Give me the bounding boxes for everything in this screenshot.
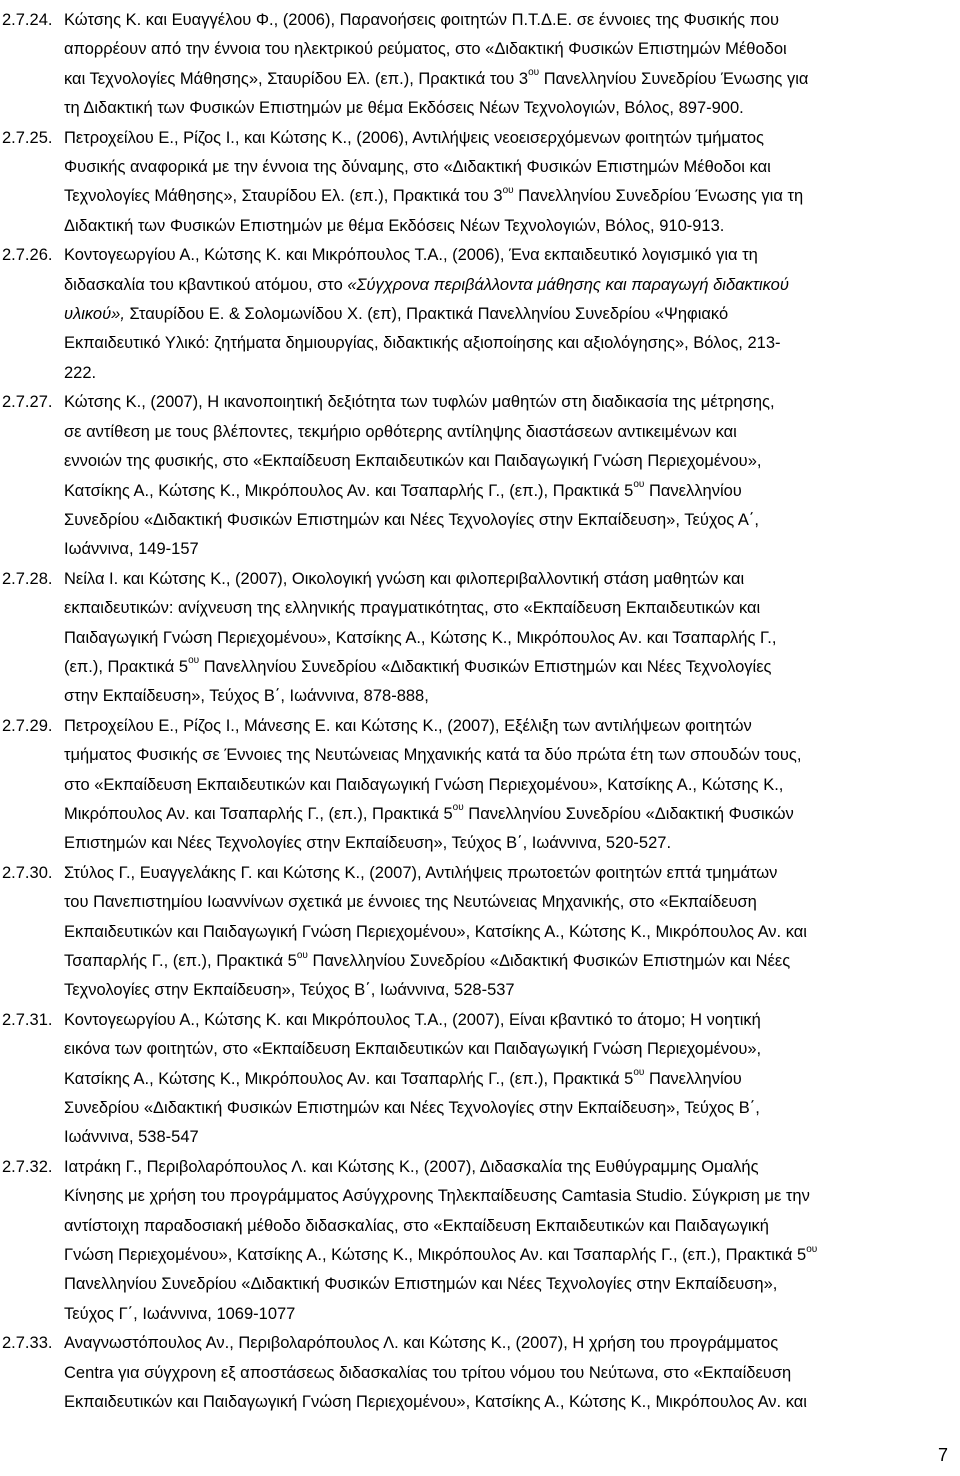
reference-entry [2,124,952,242]
reference-number: 2.7.30. [2,863,53,882]
reference-entry [2,1329,952,1417]
reference-line: Τεύχος Γ΄, Ιωάννινα, 1069-1077 [64,1304,296,1323]
reference-number: 2.7.29. [2,716,53,735]
reference-entry [2,388,952,564]
reference-line: σε αντίθεση με τους βλέποντες, τεκμήριο ορθότερης αντίληψης διαστάσεων αντικειμένων και [64,422,737,441]
reference-line: Μικρόπουλος Αν. και Τσαπαρλής Γ., (επ.), Πρακτικά $5^{o\upsilon}$ Πανελληνίου Συνεδρίου «Διδακτική Φυσικών [64,802,794,823]
reference-line: Κίνησης με χρήση του προγράμματος Ασύγχρονης Τηλεκπαίδευσης Camtasia Studio. Σύγκριση με την [64,1187,810,1206]
reference-number: 2.7.24. [2,11,53,29]
reference-line: Γνώση Περιεχομένου», Κατσίκης Α., Κώτσης Κ., Μικρόπουλος Αν. και Τσαπαρλής Γ., (επ.), Πρακτικά $5^{o\upsilon}$ [64,1243,818,1265]
reference-line: στην Εκπαίδευση», Τεύχος Β΄, Ιωάννινα, 878-888, [64,687,429,706]
reference-entry [2,1006,952,1153]
reference-line: Κοντογεωργίου Α., Κώτσης Κ. και Μικρόπουλος Τ.Α., (2006), Ένα εκπαιδευτικό λογισμικό για τη [64,246,758,265]
reference-list [2,6,952,1418]
reference-number: 2.7.32. [2,1157,53,1176]
reference-line: εννοιών της φυσικής, στο «Εκπαίδευση Εκπαιδευτικών και Παιδαγωγική Γνώση Περιεχομένου», [64,452,762,471]
reference-line: εκπαιδευτικών: ανίχνευση της ελληνικής πραγματικότητας, στο «Εκπαίδευση Εκπαιδευτικών και [64,599,761,618]
reference-line: Τεχνολογίες στην Εκπαίδευση», Τεύχος Β΄, Ιωάννινα, 528-537 [64,981,515,1000]
reference-line: Επιστημών και Νέες Τεχνολογίες στην Εκπαίδευση», Τεύχος Β΄, Ιωάννινα, 520-527. [64,834,672,853]
reference-line: Εκπαιδευτικό Υλικό: ζητήματα δημιουργίας, διδακτικής αξιοποίησης και αξιολόγησης», Βόλος, 213- [64,334,781,353]
reference-line: εικόνα των φοιτητών, στο «Εκπαίδευση Εκπαιδευτικών και Παιδαγωγική Γνώση Περιεχομένου», [64,1040,762,1059]
reference-entry [2,859,952,1006]
reference-line: αντίστοιχη παραδοσιακή μέθοδο διδασκαλίας, στο «Εκπαίδευση Εκπαιδευτικών και Παιδαγωγική [64,1216,769,1235]
reference-line: τη Διδακτική των Φυσικών Επιστημών με θέμα Εκδόσεις Νέων Τεχνολογιών, Βόλος, 897-900. [64,99,744,118]
reference-line: Ιωάννινα, 538-547 [64,1128,199,1147]
reference-line: Κατσίκης Α., Κώτσης Κ., Μικρόπουλος Αν. και Τσαπαρλής Γ., (επ.), Πρακτικά $5^{o\upsilon}$ Πανελληνίου [64,479,742,500]
reference-line: Πανελληνίου Συνεδρίου «Διδακτική Φυσικών Επιστημών και Νέες Τεχνολογίες στην Εκπαίδευση», [64,1275,778,1294]
reference-entry [2,712,952,859]
reference-line: Κώτσης Κ. και Ευαγγέλου Φ., (2006), Παρανοήσεις φοιτητών Π.Τ.Δ.Ε. σε έννοιες της Φυσικής που [64,11,780,29]
reference-line: Πετροχείλου Ε., Ρίζος Ι., και Κώτσης Κ., (2006), Αντιλήψεις νεοεισερχόμενων φοιτητών τμήματος [64,128,764,147]
reference-line: απορρέουν από την έννοια του ηλεκτρικού ρεύματος, στο «Διδακτική Φυσικών Επιστημών Μέθοδοι [64,40,787,59]
reference-number: 2.7.25. [2,128,53,147]
reference-line: (επ.), Πρακτικά $5^{o\upsilon}$ Πανελληνίου Συνεδρίου «Διδακτική Φυσικών Επιστημών και Νέες Τεχνολογίες [64,655,772,676]
reference-line: Εκπαιδευτικών και Παιδαγωγική Γνώση Περιεχομένου», Κατσίκης Α., Κώτσης Κ., Μικρόπουλος Αν. και [64,922,807,941]
reference-line: Centra για σύγχρονη εξ αποστάσεως διδασκαλίας του τρίτου νόμου του Νεύτωνα, στο «Εκπαίδευση [64,1363,792,1382]
reference-line: Ιατράκη Γ., Περιβολαρόπουλος Λ. και Κώτσης Κ., (2007), Διδασκαλία της Ευθύγραμμης Ομαλής [64,1157,759,1176]
reference-line: Διδακτική των Φυσικών Επιστημών με θέμα Εκδόσεις Νέων Τεχνολογιών, Βόλος, 910-913. [64,216,725,235]
reference-line: Εκπαιδευτικών και Παιδαγωγική Γνώση Περιεχομένου», Κατσίκης Α., Κώτσης Κ., Μικρόπουλος Αν. και [64,1393,807,1412]
reference-line: Συνεδρίου «Διδακτική Φυσικών Επιστημών και Νέες Τεχνολογίες στην Εκπαίδευση», Τεύχος Α΄, [64,510,759,529]
reference-entry [2,241,952,388]
reference-line: Στύλος Γ., Ευαγγελάκης Γ. και Κώτσης Κ., (2007), Αντιλήψεις πρωτοετών φοιτητών επτά τμημάτων [64,863,778,882]
reference-entry [2,565,952,712]
reference-line: Νείλα Ι. και Κώτσης Κ., (2007), Οικολογική γνώση και φιλοπεριβαλλοντική στάση μαθητών και [64,569,745,588]
reference-line: Ιωάννινα, 149-157 [64,540,199,559]
reference-line: Πετροχείλου Ε., Ρίζος Ι., Μάνεσης Ε. και Κώτσης Κ., (2007), Εξέλιξη των αντιλήψεων φοιτητών [64,716,752,735]
reference-number: 2.7.28. [2,569,53,588]
reference-line: Αναγνωστόπουλος Αν., Περιβολαρόπουλος Λ. και Κώτσης Κ., (2007), Η χρήση του προγράμματος [64,1334,779,1353]
reference-line: Κατσίκης Α., Κώτσης Κ., Μικρόπουλος Αν. και Τσαπαρλής Γ., (επ.), Πρακτικά $5^{o\upsilon}$ Πανελληνίου [64,1067,742,1088]
reference-line: 222. [64,363,97,382]
reference-number: 2.7.31. [2,1010,53,1029]
reference-entry [2,6,952,124]
reference-line: Συνεδρίου «Διδακτική Φυσικών Επιστημών και Νέες Τεχνολογίες στην Εκπαίδευση», Τεύχος Β΄, [64,1099,760,1118]
reference-number: 2.7.33. [2,1334,53,1353]
reference-line: τμήματος Φυσικής σε Έννοιες της Νευτώνειας Μηχανικής κατά τα δύο πρώτα έτη των σπουδών τους, [64,746,802,765]
reference-line: Φυσικής αναφορικά με την έννοια της δύναμης, στο «Διδακτική Φυσικών Επιστημών Μέθοδοι και [64,158,771,177]
reference-line: Παιδαγωγική Γνώση Περιεχομένου», Κατσίκης Α., Κώτσης Κ., Μικρόπουλος Αν. και Τσαπαρλής Γ., [64,628,777,647]
reference-line: στο «Εκπαίδευση Εκπαιδευτικών και Παιδαγωγική Γνώση Περιεχομένου», Κατσίκης Α., Κώτσης Κ., [64,775,784,794]
reference-number: 2.7.27. [2,393,53,412]
reference-number: 2.7.26. [2,246,53,265]
reference-line: Τσαπαρλής Γ., (επ.), Πρακτικά $5^{o\upsilon}$ Πανελληνίου Συνεδρίου «Διδακτική Φυσικών Επιστημών και Νέες [64,949,791,970]
reference-line: διδασκαλία του κβαντικού ατόμου, στο «Σύγχρονα περιβάλλοντα μάθησης και παραγωγή διδακτικού [64,275,789,294]
reference-line: Κοντογεωργίου Α., Κώτσης Κ. και Μικρόπουλος Τ.Α., (2007), Είναι κβαντικό το άτομο; Η νοητική [64,1010,761,1029]
reference-line: Τεχνολογίες Μάθησης», Σταυρίδου Ελ. (επ.), Πρακτικά του $3^{o\upsilon}$ Πανελληνίου Συνεδρίου Ένωσης για τη [64,184,804,206]
reference-entry [2,1153,952,1329]
reference-line: του Πανεπιστημίου Ιωαννίνων σχετικά με έννοιες της Νευτώνειας Μηχανικής, στο «Εκπαίδευση [64,893,757,912]
reference-line: Κώτσης Κ., (2007), Η ικανοποιητική δεξιότητα των τυφλών μαθητών στη διαδικασία της μέτρησης, [64,393,775,412]
reference-line: υλικού», Σταυρίδου Ε. & Σολομωνίδου Χ. (επ), Πρακτικά Πανελληνίου Συνεδρίου «Ψηφιακό [64,305,729,324]
page-number: 7 [937,1445,948,1465]
reference-line: και Τεχνολογίες Μάθησης», Σταυρίδου Ελ. (επ.), Πρακτικά του $3^{o\upsilon}$ Πανελληνίου Συνεδρίου Ένωσης για [64,67,809,88]
